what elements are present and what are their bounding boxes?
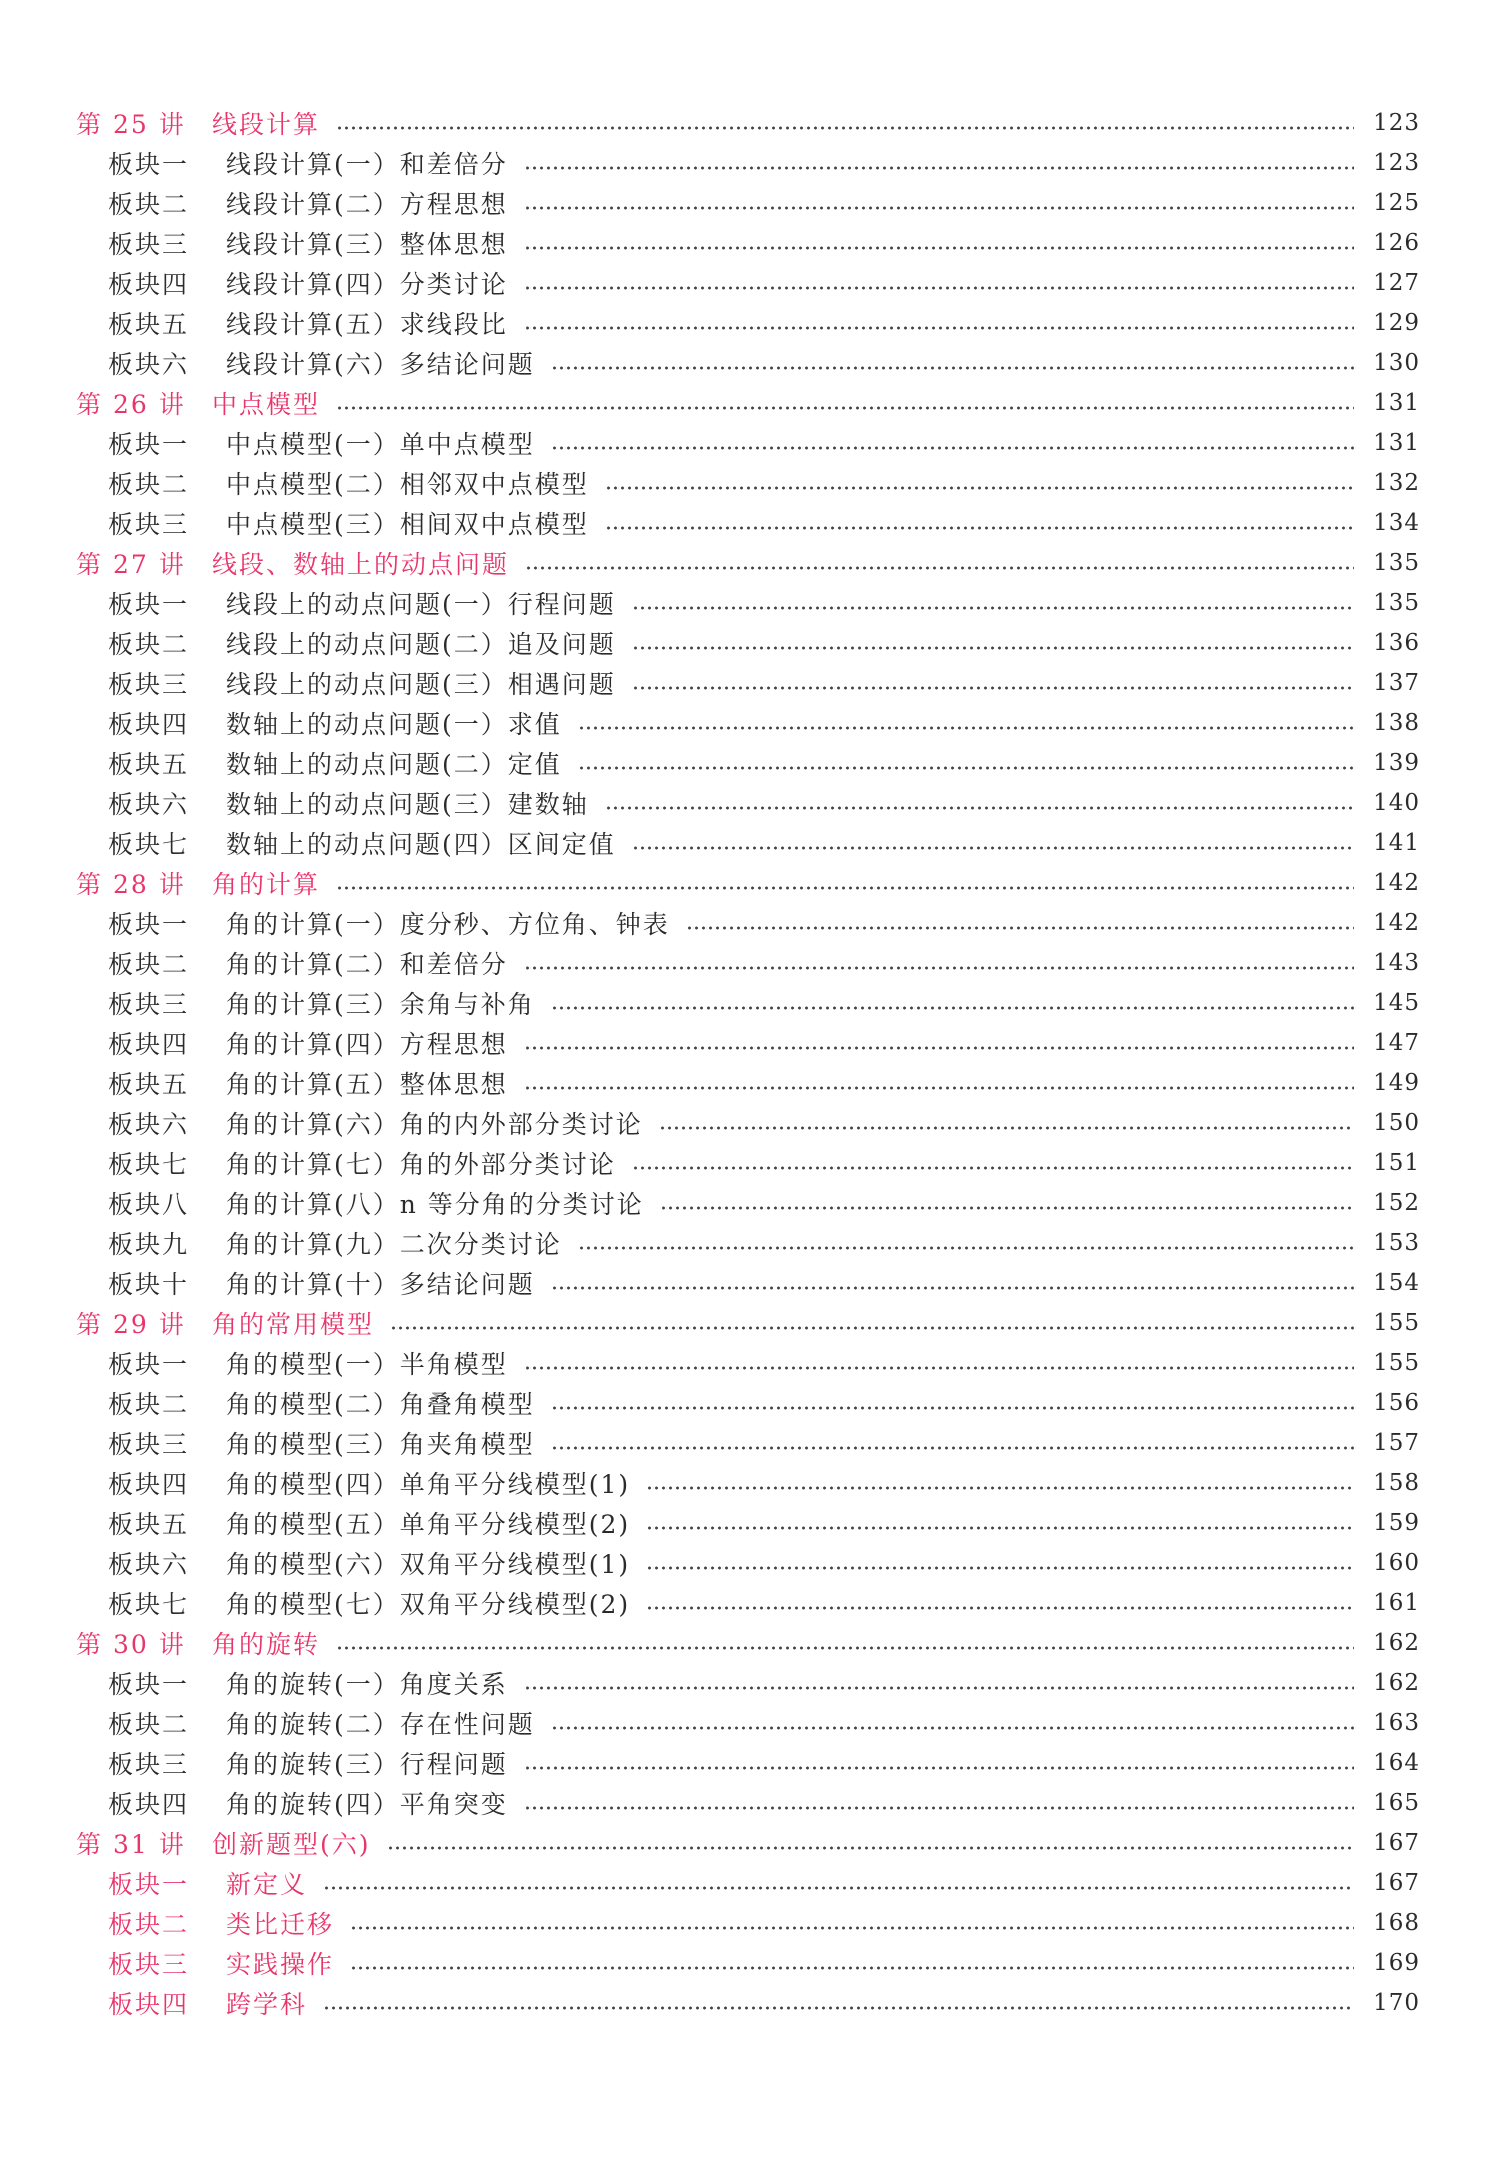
dot-leader xyxy=(605,526,1354,530)
toc-section-row[interactable] xyxy=(76,503,1420,543)
toc-section-row[interactable] xyxy=(76,1143,1420,1183)
entry-number: 第 28 讲 xyxy=(76,870,186,899)
entry-number: 板块一 xyxy=(108,1350,190,1379)
dot-leader xyxy=(524,1366,1354,1370)
entry-number: 板块三 xyxy=(108,1430,190,1459)
entry-number: 板块三 xyxy=(108,990,190,1019)
toc-section-row[interactable] xyxy=(76,463,1420,503)
entry-title: 角的计算(二）和差倍分 xyxy=(226,950,508,979)
entry-title: 数轴上的动点问题(一）求值 xyxy=(226,710,562,739)
entry-number: 板块六 xyxy=(108,350,190,379)
dot-leader xyxy=(524,246,1354,250)
entry-title: 线段计算(一）和差倍分 xyxy=(226,150,508,179)
dot-leader xyxy=(551,446,1354,450)
entry-number: 板块一 xyxy=(108,1870,190,1899)
dot-leader xyxy=(686,926,1354,930)
dot-leader xyxy=(551,1286,1354,1290)
toc-section-row[interactable] xyxy=(76,1983,1420,2023)
entry-number: 板块八 xyxy=(108,1190,190,1219)
entry-number: 板块四 xyxy=(108,710,190,739)
entry-title: 角的计算(一）度分秒、方位角、钟表 xyxy=(226,910,670,939)
dot-leader xyxy=(578,726,1354,730)
entry-number: 板块二 xyxy=(108,1910,190,1939)
page-number: 164 xyxy=(1373,1750,1420,1776)
page-number: 161 xyxy=(1373,1590,1420,1616)
dot-leader xyxy=(646,1606,1354,1610)
page-number: 150 xyxy=(1373,1110,1420,1136)
dot-leader xyxy=(632,686,1354,690)
entry-number: 第 31 讲 xyxy=(76,1830,186,1859)
page-number: 170 xyxy=(1373,1990,1420,2016)
entry-title: 角的模型(一）半角模型 xyxy=(226,1350,508,1379)
entry-number: 板块七 xyxy=(108,1590,190,1619)
page-number: 136 xyxy=(1373,630,1420,656)
dot-leader xyxy=(551,1006,1354,1010)
dot-leader xyxy=(350,1926,1354,1930)
toc-section-row[interactable] xyxy=(76,1903,1420,1943)
dot-leader xyxy=(524,1806,1354,1810)
toc-section-row[interactable] xyxy=(76,1743,1420,1783)
entry-title: 角的模型(六）双角平分线模型(1) xyxy=(226,1550,631,1579)
toc-chapter-row[interactable] xyxy=(76,1823,1420,1863)
page-number: 142 xyxy=(1373,910,1420,936)
entry-title: 实践操作 xyxy=(226,1950,335,1979)
entry-title: 角的计算(十）多结论问题 xyxy=(226,1270,535,1299)
dot-leader xyxy=(524,1766,1354,1770)
dot-leader xyxy=(323,2006,1354,2010)
entry-title: 线段计算(三）整体思想 xyxy=(226,230,508,259)
toc-section-row[interactable] xyxy=(76,663,1420,703)
dot-leader xyxy=(646,1486,1354,1490)
page-number: 157 xyxy=(1373,1430,1420,1456)
page-number: 159 xyxy=(1373,1510,1420,1536)
page-number: 160 xyxy=(1373,1550,1420,1576)
entry-number: 板块四 xyxy=(108,1030,190,1059)
toc-section-row[interactable] xyxy=(76,1543,1420,1583)
entry-title: 线段、数轴上的动点问题 xyxy=(212,550,510,579)
toc-section-row[interactable] xyxy=(76,1703,1420,1743)
page-number: 145 xyxy=(1373,990,1420,1016)
dot-leader xyxy=(336,406,1354,410)
entry-number: 板块六 xyxy=(108,1110,190,1139)
entry-title: 中点模型(三）相间双中点模型 xyxy=(226,510,589,539)
toc-section-row[interactable] xyxy=(76,343,1420,383)
entry-title: 数轴上的动点问题(二）定值 xyxy=(226,750,562,779)
dot-leader xyxy=(524,286,1354,290)
dot-leader xyxy=(578,1246,1354,1250)
toc-section-row[interactable] xyxy=(76,743,1420,783)
entry-number: 板块一 xyxy=(108,430,190,459)
page-number: 168 xyxy=(1373,1910,1420,1936)
toc-chapter-row[interactable] xyxy=(76,103,1420,143)
dot-leader xyxy=(551,1446,1354,1450)
dot-leader xyxy=(551,1406,1354,1410)
dot-leader xyxy=(524,1046,1354,1050)
dot-leader xyxy=(524,1686,1354,1690)
dot-leader xyxy=(605,486,1354,490)
page-number: 135 xyxy=(1373,550,1420,576)
page-number: 167 xyxy=(1373,1830,1420,1856)
page-number: 130 xyxy=(1373,350,1420,376)
toc-section-row[interactable] xyxy=(76,1183,1420,1223)
entry-number: 板块四 xyxy=(108,1470,190,1499)
toc-chapter-row[interactable] xyxy=(76,1303,1420,1343)
toc-chapter-row[interactable] xyxy=(76,1623,1420,1663)
dot-leader xyxy=(632,1166,1354,1170)
entry-title: 角的模型(三）角夹角模型 xyxy=(226,1430,535,1459)
page-number: 165 xyxy=(1373,1790,1420,1816)
toc-section-row[interactable] xyxy=(76,1063,1420,1103)
entry-number: 板块四 xyxy=(108,1990,190,2019)
page-number: 156 xyxy=(1373,1390,1420,1416)
entry-title: 角的计算(八）n 等分角的分类讨论 xyxy=(226,1190,644,1219)
page-number: 153 xyxy=(1373,1230,1420,1256)
toc-section-row[interactable] xyxy=(76,783,1420,823)
page-number: 163 xyxy=(1373,1710,1420,1736)
page-number: 135 xyxy=(1373,590,1420,616)
entry-number: 板块一 xyxy=(108,910,190,939)
toc-section-row[interactable] xyxy=(76,423,1420,463)
entry-title: 角的计算(五）整体思想 xyxy=(226,1070,508,1099)
entry-number: 板块一 xyxy=(108,150,190,179)
entry-number: 板块四 xyxy=(108,270,190,299)
page-number: 137 xyxy=(1373,670,1420,696)
page-number: 149 xyxy=(1373,1070,1420,1096)
dot-leader xyxy=(632,846,1354,850)
toc-section-row[interactable] xyxy=(76,1103,1420,1143)
page-number: 158 xyxy=(1373,1470,1420,1496)
entry-number: 板块二 xyxy=(108,630,190,659)
page-number: 123 xyxy=(1373,150,1420,176)
entry-title: 角的计算(四）方程思想 xyxy=(226,1030,508,1059)
entry-title: 创新题型(六) xyxy=(212,1830,371,1859)
entry-title: 线段计算(五）求线段比 xyxy=(226,310,508,339)
dot-leader xyxy=(336,126,1354,130)
entry-number: 板块五 xyxy=(108,310,190,339)
dot-leader xyxy=(551,1726,1354,1730)
page-number: 140 xyxy=(1373,790,1420,816)
toc-section-row[interactable] xyxy=(76,623,1420,663)
toc-section-row[interactable] xyxy=(76,1783,1420,1823)
toc-section-row[interactable] xyxy=(76,983,1420,1023)
entry-number: 板块三 xyxy=(108,1750,190,1779)
dot-leader xyxy=(660,1206,1354,1210)
page-number: 162 xyxy=(1373,1670,1420,1696)
toc-section-row[interactable] xyxy=(76,583,1420,623)
page-number: 155 xyxy=(1373,1350,1420,1376)
entry-number: 第 27 讲 xyxy=(76,550,186,579)
page-number: 143 xyxy=(1373,950,1420,976)
table-of-contents xyxy=(76,103,1420,2023)
toc-chapter-row[interactable] xyxy=(76,383,1420,423)
page-number: 131 xyxy=(1373,390,1420,416)
entry-number: 板块二 xyxy=(108,470,190,499)
dot-leader xyxy=(605,806,1354,810)
entry-number: 板块二 xyxy=(108,1390,190,1419)
entry-number: 板块五 xyxy=(108,1510,190,1539)
entry-title: 新定义 xyxy=(226,1870,308,1899)
entry-title: 角的常用模型 xyxy=(212,1310,375,1339)
dot-leader xyxy=(632,606,1354,610)
page-number: 169 xyxy=(1373,1950,1420,1976)
page-number: 141 xyxy=(1373,830,1420,856)
entry-number: 板块六 xyxy=(108,1550,190,1579)
entry-title: 角的模型(二）角叠角模型 xyxy=(226,1390,535,1419)
page-number: 142 xyxy=(1373,870,1420,896)
toc-section-row[interactable] xyxy=(76,823,1420,863)
entry-title: 线段计算(二）方程思想 xyxy=(226,190,508,219)
dot-leader xyxy=(524,1086,1354,1090)
entry-title: 中点模型(二）相邻双中点模型 xyxy=(226,470,589,499)
toc-section-row[interactable] xyxy=(76,1943,1420,1983)
page-number: 126 xyxy=(1373,230,1420,256)
toc-section-row[interactable] xyxy=(76,1423,1420,1463)
entry-number: 板块三 xyxy=(108,1950,190,1979)
page-number: 151 xyxy=(1373,1150,1420,1176)
dot-leader xyxy=(524,966,1354,970)
page-number: 134 xyxy=(1373,510,1420,536)
toc-section-row[interactable] xyxy=(76,1023,1420,1063)
page-number: 123 xyxy=(1373,110,1420,136)
toc-section-row[interactable] xyxy=(76,183,1420,223)
entry-title: 线段上的动点问题(一）行程问题 xyxy=(226,590,616,619)
toc-section-row[interactable] xyxy=(76,263,1420,303)
entry-title: 角的模型(七）双角平分线模型(2) xyxy=(226,1590,631,1619)
entry-title: 角的旋转(三）行程问题 xyxy=(226,1750,508,1779)
entry-number: 板块三 xyxy=(108,510,190,539)
entry-title: 角的计算(三）余角与补角 xyxy=(226,990,535,1019)
entry-title: 角的模型(五）单角平分线模型(2) xyxy=(226,1510,631,1539)
entry-number: 板块六 xyxy=(108,790,190,819)
dot-leader xyxy=(350,1966,1354,1970)
toc-section-row[interactable] xyxy=(76,303,1420,343)
entry-title: 数轴上的动点问题(四）区间定值 xyxy=(226,830,616,859)
page-number: 127 xyxy=(1373,270,1420,296)
entry-number: 板块九 xyxy=(108,1230,190,1259)
entry-number: 板块五 xyxy=(108,1070,190,1099)
entry-number: 板块一 xyxy=(108,590,190,619)
entry-number: 板块一 xyxy=(108,1670,190,1699)
page-number: 167 xyxy=(1373,1870,1420,1896)
entry-number: 板块三 xyxy=(108,670,190,699)
dot-leader xyxy=(336,886,1354,890)
toc-section-row[interactable] xyxy=(76,1663,1420,1703)
entry-number: 第 25 讲 xyxy=(76,110,186,139)
dot-leader xyxy=(646,1526,1354,1530)
entry-title: 类比迁移 xyxy=(226,1910,335,1939)
toc-section-row[interactable] xyxy=(76,143,1420,183)
toc-section-row[interactable] xyxy=(76,1343,1420,1383)
toc-section-row[interactable] xyxy=(76,1503,1420,1543)
dot-leader xyxy=(524,326,1354,330)
toc-section-row[interactable] xyxy=(76,223,1420,263)
toc-section-row[interactable] xyxy=(76,943,1420,983)
entry-number: 第 29 讲 xyxy=(76,1310,186,1339)
entry-number: 板块四 xyxy=(108,1790,190,1819)
page-number: 147 xyxy=(1373,1030,1420,1056)
entry-number: 板块二 xyxy=(108,1710,190,1739)
page-number: 139 xyxy=(1373,750,1420,776)
entry-title: 角的旋转(一）角度关系 xyxy=(226,1670,508,1699)
page-number: 138 xyxy=(1373,710,1420,736)
page-number: 152 xyxy=(1373,1190,1420,1216)
entry-number: 板块十 xyxy=(108,1270,190,1299)
page-number: 131 xyxy=(1373,430,1420,456)
dot-leader xyxy=(524,166,1354,170)
entry-title: 线段计算 xyxy=(212,110,321,139)
entry-title: 角的计算(九）二次分类讨论 xyxy=(226,1230,562,1259)
toc-section-row[interactable] xyxy=(76,703,1420,743)
entry-title: 角的旋转 xyxy=(212,1630,321,1659)
dot-leader xyxy=(387,1846,1354,1850)
toc-section-row[interactable] xyxy=(76,1463,1420,1503)
entry-title: 线段计算(六）多结论问题 xyxy=(226,350,535,379)
entry-title: 角的计算(六）角的内外部分类讨论 xyxy=(226,1110,643,1139)
entry-number: 第 30 讲 xyxy=(76,1630,186,1659)
entry-number: 板块三 xyxy=(108,230,190,259)
toc-section-row[interactable] xyxy=(76,1583,1420,1623)
entry-number: 板块七 xyxy=(108,830,190,859)
toc-section-row[interactable] xyxy=(76,1863,1420,1903)
entry-title: 跨学科 xyxy=(226,1990,308,2019)
dot-leader xyxy=(659,1126,1354,1130)
dot-leader xyxy=(390,1326,1354,1330)
page-number: 154 xyxy=(1373,1270,1420,1296)
entry-title: 角的计算(七）角的外部分类讨论 xyxy=(226,1150,616,1179)
toc-chapter-row[interactable] xyxy=(76,863,1420,903)
entry-title: 数轴上的动点问题(三）建数轴 xyxy=(226,790,589,819)
entry-title: 角的旋转(二）存在性问题 xyxy=(226,1710,535,1739)
entry-title: 线段上的动点问题(二）追及问题 xyxy=(226,630,616,659)
page-number: 155 xyxy=(1373,1310,1420,1336)
dot-leader xyxy=(525,566,1354,570)
entry-number: 第 26 讲 xyxy=(76,390,186,419)
dot-leader xyxy=(632,646,1354,650)
entry-title: 角的计算 xyxy=(212,870,321,899)
dot-leader xyxy=(578,766,1354,770)
toc-section-row[interactable] xyxy=(76,1223,1420,1263)
entry-title: 中点模型(一）单中点模型 xyxy=(226,430,535,459)
dot-leader xyxy=(336,1646,1354,1650)
page-number: 125 xyxy=(1373,190,1420,216)
entry-number: 板块二 xyxy=(108,950,190,979)
entry-title: 角的旋转(四）平角突变 xyxy=(226,1790,508,1819)
toc-chapter-row[interactable] xyxy=(76,543,1420,583)
entry-title: 线段计算(四）分类讨论 xyxy=(226,270,508,299)
dot-leader xyxy=(551,366,1354,370)
entry-number: 板块二 xyxy=(108,190,190,219)
entry-title: 线段上的动点问题(三）相遇问题 xyxy=(226,670,616,699)
dot-leader xyxy=(323,1886,1354,1890)
page-number: 129 xyxy=(1373,310,1420,336)
toc-section-row[interactable] xyxy=(76,1383,1420,1423)
dot-leader xyxy=(646,1566,1354,1570)
page-number: 162 xyxy=(1373,1630,1420,1656)
entry-title: 中点模型 xyxy=(212,390,321,419)
page-number: 132 xyxy=(1373,470,1420,496)
dot-leader xyxy=(524,206,1354,210)
entry-number: 板块五 xyxy=(108,750,190,779)
entry-number: 板块七 xyxy=(108,1150,190,1179)
entry-title: 角的模型(四）单角平分线模型(1) xyxy=(226,1470,631,1499)
toc-section-row[interactable] xyxy=(76,903,1420,943)
toc-section-row[interactable] xyxy=(76,1263,1420,1303)
